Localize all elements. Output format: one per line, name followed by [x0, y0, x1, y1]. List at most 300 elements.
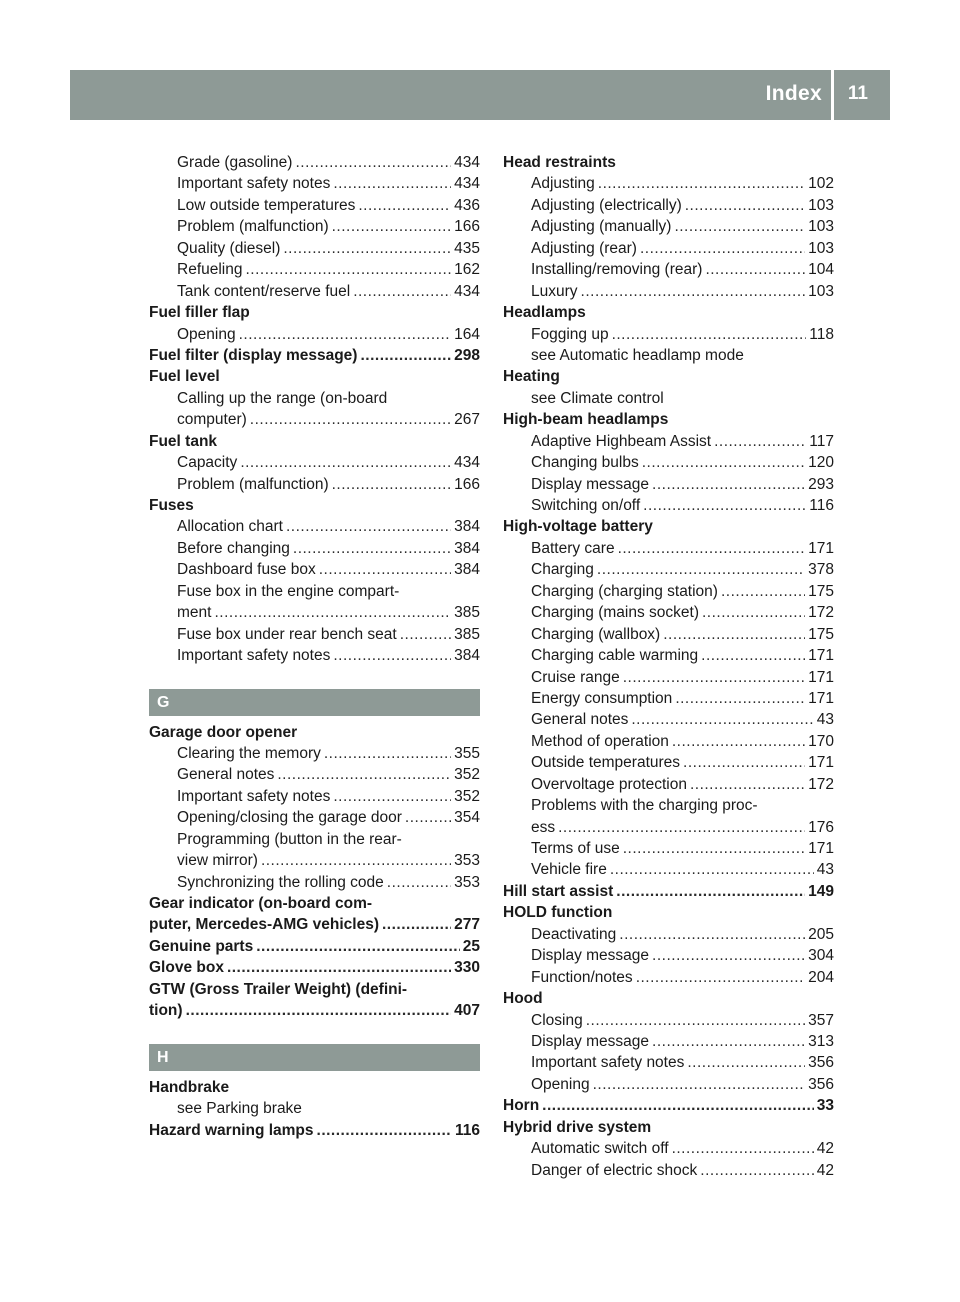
dot-leader	[642, 452, 805, 473]
dot-leader	[286, 516, 451, 537]
index-entry	[503, 516, 834, 537]
entry-text: Charging cable warming	[531, 647, 699, 665]
page-reference: 171	[808, 840, 834, 857]
page-reference: 42	[816, 1140, 834, 1158]
page-reference: 356	[808, 1054, 834, 1072]
entry-text: Synchronizing the rolling code	[177, 873, 384, 891]
page-reference: 304	[808, 947, 834, 965]
entry-text: Horn	[503, 1097, 540, 1115]
entry-text: Overvoltage protection	[531, 775, 687, 793]
page-reference: 384	[454, 647, 480, 665]
entry-text: Gear indicator (on-board com-	[149, 895, 373, 912]
index-subentry	[503, 581, 834, 602]
entry-text: Outside temperatures	[531, 754, 681, 772]
entry-text: Quality (diesel)	[177, 239, 281, 257]
page-reference: 277	[454, 916, 480, 934]
entry-text: Hood	[503, 990, 543, 1008]
dot-leader	[240, 452, 451, 473]
entry-text: Glove box	[149, 959, 224, 977]
dot-leader	[701, 645, 805, 666]
index-entry	[503, 302, 834, 323]
entry-text: Adjusting (manually)	[531, 218, 672, 236]
page-reference: 378	[808, 561, 834, 579]
page-reference: 42	[816, 1161, 834, 1179]
dot-leader	[319, 559, 451, 580]
page-reference: 149	[808, 882, 834, 900]
page-reference: 172	[808, 604, 834, 622]
entry-text: see Parking brake	[177, 1100, 302, 1118]
index-subentry	[503, 1052, 834, 1073]
page-reference: 116	[454, 1121, 480, 1139]
dot-leader	[610, 859, 814, 880]
page-reference: 384	[454, 518, 480, 536]
dot-leader	[598, 173, 805, 194]
page-reference: 171	[808, 689, 834, 707]
entry-text: Display message	[531, 1032, 650, 1050]
index-subentry	[503, 495, 834, 516]
page-reference: 353	[454, 852, 480, 870]
index-entry	[503, 1095, 834, 1116]
entry-text: Switching on/off	[531, 497, 641, 514]
section-spacer	[149, 667, 480, 689]
index-subentry	[503, 238, 834, 259]
section-letter-g: G	[149, 689, 480, 716]
page-reference: 103	[808, 218, 834, 236]
entry-text: Battery care	[531, 539, 615, 557]
dot-leader	[239, 324, 452, 345]
index-subentry	[503, 431, 834, 452]
dot-leader	[675, 688, 805, 709]
entry-text: tion)	[149, 1002, 183, 1020]
page-reference: 164	[454, 325, 480, 343]
entry-text: High-beam headlamps	[503, 411, 669, 429]
page-reference: 205	[808, 925, 834, 943]
index-entry	[149, 431, 480, 452]
dot-leader	[700, 1160, 813, 1181]
page-reference: 385	[454, 625, 480, 643]
entry-text: Charging (charging station)	[531, 582, 718, 600]
dot-leader	[387, 872, 451, 893]
page-reference: 267	[454, 411, 480, 429]
index-subentry	[503, 795, 834, 816]
entry-text: Dashboard fuse box	[177, 561, 316, 579]
dot-leader	[672, 731, 805, 752]
index-subentry	[503, 1010, 834, 1031]
page-reference: 103	[808, 239, 834, 257]
entry-text: Hybrid drive system	[503, 1118, 652, 1136]
index-subentry	[503, 216, 834, 237]
dot-leader	[643, 495, 806, 516]
page-reference: 175	[808, 625, 834, 643]
index-subentry	[503, 345, 834, 366]
entry-text: Garage door opener	[149, 723, 298, 741]
entry-text: Fuses	[149, 497, 194, 514]
page-reference: 385	[454, 604, 480, 622]
entry-text: Adjusting (rear)	[531, 239, 637, 257]
index-subentry	[503, 559, 834, 580]
dot-leader	[687, 1052, 805, 1073]
index-subentry	[503, 452, 834, 473]
page-reference: 407	[454, 1002, 480, 1020]
index-entry	[149, 345, 480, 366]
entry-text: Important safety notes	[177, 175, 331, 193]
dot-leader	[685, 195, 805, 216]
index-subentry	[149, 538, 480, 559]
page-reference: 352	[454, 766, 480, 784]
page-reference: 102	[808, 175, 834, 193]
entry-text: Method of operation	[531, 732, 669, 750]
index-entry	[149, 979, 480, 1000]
entry-text: Hazard warning lamps	[149, 1121, 314, 1139]
index-subentry	[149, 786, 480, 807]
entry-text: Closing	[531, 1011, 583, 1029]
entry-text: High-voltage battery	[503, 518, 653, 536]
dot-leader	[652, 1031, 805, 1052]
entry-text: Fuel filter (display message)	[149, 346, 358, 364]
entry-text: Changing bulbs	[531, 454, 639, 472]
page-number: 11	[847, 83, 868, 104]
entry-text: General notes	[531, 711, 629, 729]
index-entry	[149, 914, 480, 935]
index-subentry	[503, 259, 834, 280]
dot-leader	[256, 936, 460, 957]
entry-text: Before changing	[177, 539, 290, 557]
index-column-left	[149, 152, 480, 1141]
entry-text: Refueling	[177, 261, 243, 279]
entry-text: ment	[177, 604, 212, 622]
page-reference: 103	[808, 282, 834, 300]
index-subentry	[503, 924, 834, 945]
page-reference: 204	[808, 968, 834, 986]
page-reference: 43	[816, 711, 834, 729]
entry-text: Automatic switch off	[531, 1140, 669, 1158]
page-reference: 166	[454, 218, 480, 236]
index-subentry	[503, 173, 834, 194]
dot-leader	[324, 743, 451, 764]
entry-text: Energy consumption	[531, 689, 673, 707]
index-column-right	[503, 152, 834, 1181]
index-subentry	[149, 409, 480, 430]
index-entry	[503, 409, 834, 430]
index-subentry	[503, 474, 834, 495]
index-entry	[149, 1120, 480, 1141]
dot-leader	[640, 238, 805, 259]
index-subentry	[503, 538, 834, 559]
dot-leader	[332, 216, 452, 237]
dot-leader	[593, 1074, 806, 1095]
dot-leader	[705, 259, 805, 280]
entry-text: ess	[531, 818, 556, 836]
index-subentry	[503, 324, 834, 345]
entry-text: see Automatic headlamp mode	[531, 346, 744, 364]
page-reference: 434	[454, 282, 480, 300]
entry-text: Tank content/reserve fuel	[177, 282, 351, 300]
entry-text: Important safety notes	[177, 787, 331, 805]
dot-leader	[616, 881, 805, 902]
page-reference: 171	[808, 668, 834, 686]
dot-leader	[277, 764, 451, 785]
index-subentry	[149, 324, 480, 345]
section-spacer	[149, 1022, 480, 1044]
entry-text: Problem (malfunction)	[177, 475, 329, 493]
entry-text: Adjusting (electrically)	[531, 196, 682, 214]
entry-text: see Climate control	[531, 389, 664, 407]
index-subentry	[503, 645, 834, 666]
index-subentry	[149, 850, 480, 871]
dot-leader	[623, 667, 805, 688]
dot-leader	[400, 624, 451, 645]
index-subentry	[503, 859, 834, 880]
dot-leader	[317, 1120, 452, 1141]
index-subentry	[503, 752, 834, 773]
index-subentry	[149, 829, 480, 850]
page-reference: 33	[816, 1097, 834, 1115]
index-subentry	[503, 195, 834, 216]
dot-leader	[674, 216, 805, 237]
index-entry	[503, 366, 834, 387]
dot-leader	[558, 817, 805, 838]
index-subentry	[149, 559, 480, 580]
page-reference: 171	[808, 647, 834, 665]
index-subentry	[149, 152, 480, 173]
dot-leader	[358, 195, 451, 216]
dot-leader	[360, 345, 451, 366]
dot-leader	[246, 259, 452, 280]
index-entry	[149, 495, 480, 516]
entry-text: Heating	[503, 368, 560, 386]
entry-text: Adaptive Highbeam Assist	[531, 432, 712, 450]
entry-text: Charging	[531, 561, 594, 579]
dot-leader	[333, 786, 451, 807]
index-subentry	[503, 388, 834, 409]
dot-leader	[353, 281, 451, 302]
page-reference: 357	[808, 1011, 834, 1029]
index-subentry	[149, 645, 480, 666]
entry-text: Opening	[177, 325, 236, 343]
index-subentry	[503, 1031, 834, 1052]
index-subentry	[503, 667, 834, 688]
index-subentry	[149, 216, 480, 237]
page-header	[70, 70, 890, 120]
entry-text: GTW (Gross Trailer Weight) (defini-	[149, 980, 408, 998]
entry-text: puter, Mercedes-AMG vehicles)	[149, 916, 379, 934]
page-reference: 118	[809, 325, 834, 343]
entry-text: General notes	[177, 766, 275, 784]
page-reference: 104	[808, 261, 834, 279]
page-reference: 353	[454, 873, 480, 891]
dot-leader	[293, 538, 451, 559]
entry-text: Deactivating	[531, 925, 617, 943]
page-reference: 117	[809, 432, 834, 450]
index-subentry	[149, 807, 480, 828]
index-subentry	[149, 238, 480, 259]
index-subentry	[149, 388, 480, 409]
dot-leader	[261, 850, 451, 871]
header-title: Index	[765, 82, 822, 105]
index-subentry	[503, 602, 834, 623]
index-subentry	[503, 624, 834, 645]
entry-text: Installing/removing (rear)	[531, 261, 703, 279]
entry-text: Handbrake	[149, 1078, 230, 1096]
entry-text: Allocation chart	[177, 518, 283, 536]
entry-text: Vehicle fire	[531, 861, 607, 879]
dot-leader	[652, 945, 805, 966]
page-reference: 176	[808, 818, 834, 836]
dot-leader	[250, 409, 451, 430]
entry-text: Terms of use	[531, 840, 620, 857]
entry-text: Function/notes	[531, 968, 633, 986]
dot-leader	[581, 281, 806, 302]
entry-text: Display message	[531, 947, 650, 965]
entry-text: Luxury	[531, 282, 578, 300]
entry-text: Genuine parts	[149, 937, 254, 955]
index-subentry	[503, 709, 834, 730]
entry-text: Fuel level	[149, 368, 220, 386]
entry-text: Fuel tank	[149, 432, 218, 450]
entry-text: Opening/closing the garage door	[177, 809, 402, 827]
entry-text: Charging (mains socket)	[531, 604, 699, 622]
dot-leader	[586, 1010, 805, 1031]
page-reference: 293	[808, 475, 834, 493]
dot-leader	[612, 324, 807, 345]
entry-text: Hill start assist	[503, 882, 614, 900]
dot-leader	[214, 602, 451, 623]
page-reference: 170	[808, 732, 834, 750]
page-reference: 435	[454, 239, 480, 257]
entry-text: HOLD function	[503, 904, 613, 922]
section-letter-h: H	[149, 1044, 480, 1071]
page-reference: 313	[808, 1032, 834, 1050]
index-entry	[149, 722, 480, 743]
dot-leader	[618, 538, 806, 559]
index-subentry	[149, 281, 480, 302]
dot-leader	[333, 173, 451, 194]
entry-text: Display message	[531, 475, 650, 493]
page-reference: 436	[454, 196, 480, 214]
dot-leader	[721, 581, 805, 602]
index-subentry	[503, 1160, 834, 1181]
page-reference: 43	[816, 861, 834, 879]
page-reference: 352	[454, 787, 480, 805]
entry-text: Low outside temperatures	[177, 196, 356, 214]
page-reference: 384	[454, 539, 480, 557]
page-reference: 175	[808, 582, 834, 600]
dot-leader	[690, 774, 805, 795]
index-subentry	[149, 624, 480, 645]
dot-leader	[542, 1095, 814, 1116]
index-subentry	[503, 1074, 834, 1095]
index-subentry	[149, 743, 480, 764]
index-subentry	[149, 173, 480, 194]
page-reference: 356	[808, 1075, 834, 1093]
dot-leader	[683, 752, 805, 773]
index-subentry	[149, 474, 480, 495]
index-entry	[149, 1000, 480, 1021]
index-subentry	[149, 452, 480, 473]
dot-leader	[382, 914, 451, 935]
index-entry	[149, 1077, 480, 1098]
entry-text: Important safety notes	[177, 647, 331, 665]
dot-leader	[295, 152, 451, 173]
index-entry	[149, 893, 480, 914]
index-subentry	[503, 817, 834, 838]
entry-text: Capacity	[177, 454, 238, 472]
index-subentry	[149, 581, 480, 602]
index-subentry	[149, 259, 480, 280]
index-subentry	[149, 602, 480, 623]
page-reference: 162	[454, 261, 480, 279]
header-divider	[831, 70, 834, 120]
index-entry	[503, 1117, 834, 1138]
page-reference: 330	[454, 959, 480, 977]
dot-leader	[702, 602, 805, 623]
index-subentry	[503, 967, 834, 988]
entry-text: Fogging up	[531, 325, 609, 343]
dot-leader	[283, 238, 451, 259]
index-subentry	[503, 838, 834, 859]
page-reference: 166	[454, 475, 480, 493]
entry-text: Head restraints	[503, 154, 616, 171]
index-subentry	[503, 731, 834, 752]
entry-text: Fuse box in the engine compart-	[177, 582, 400, 600]
entry-text: Clearing the memory	[177, 744, 321, 762]
page-reference: 171	[808, 754, 834, 772]
index-subentry	[503, 688, 834, 709]
page-reference: 434	[454, 154, 480, 171]
page-reference: 172	[808, 775, 834, 793]
dot-leader	[663, 624, 805, 645]
dot-leader	[714, 431, 806, 452]
dot-leader	[672, 1138, 814, 1159]
index-entry	[149, 957, 480, 978]
entry-text: Grade (gasoline)	[177, 154, 293, 171]
entry-text: Opening	[531, 1075, 590, 1093]
entry-text: Fuel filler flap	[149, 304, 250, 322]
index-subentry	[149, 195, 480, 216]
entry-text: computer)	[177, 411, 247, 429]
entry-text: Problem (malfunction)	[177, 218, 329, 236]
entry-text: Fuse box under rear bench seat	[177, 625, 397, 643]
entry-text: Important safety notes	[531, 1054, 685, 1072]
entry-text: Charging (wallbox)	[531, 625, 661, 643]
dot-leader	[186, 1000, 452, 1021]
entry-text: Cruise range	[531, 668, 620, 686]
index-subentry	[503, 774, 834, 795]
page-reference: 434	[454, 175, 480, 193]
entry-text: Headlamps	[503, 304, 586, 322]
entry-text: view mirror)	[177, 852, 258, 870]
page-reference: 298	[454, 346, 480, 364]
page-reference: 354	[454, 809, 480, 827]
index-subentry	[149, 764, 480, 785]
index-subentry	[149, 516, 480, 537]
index-subentry	[503, 1138, 834, 1159]
entry-text: Programming (button in the rear-	[177, 830, 402, 848]
index-entry	[149, 366, 480, 387]
page-reference: 434	[454, 454, 480, 472]
index-subentry	[503, 281, 834, 302]
page-reference: 116	[809, 497, 834, 514]
dot-leader	[405, 807, 451, 828]
index-subentry	[503, 945, 834, 966]
dot-leader	[636, 967, 805, 988]
index-entry	[149, 936, 480, 957]
index-entry	[503, 152, 834, 173]
entry-text: Danger of electric shock	[531, 1161, 698, 1179]
index-subentry	[149, 1098, 480, 1119]
page-reference: 103	[808, 196, 834, 214]
entry-text: Adjusting	[531, 175, 595, 193]
